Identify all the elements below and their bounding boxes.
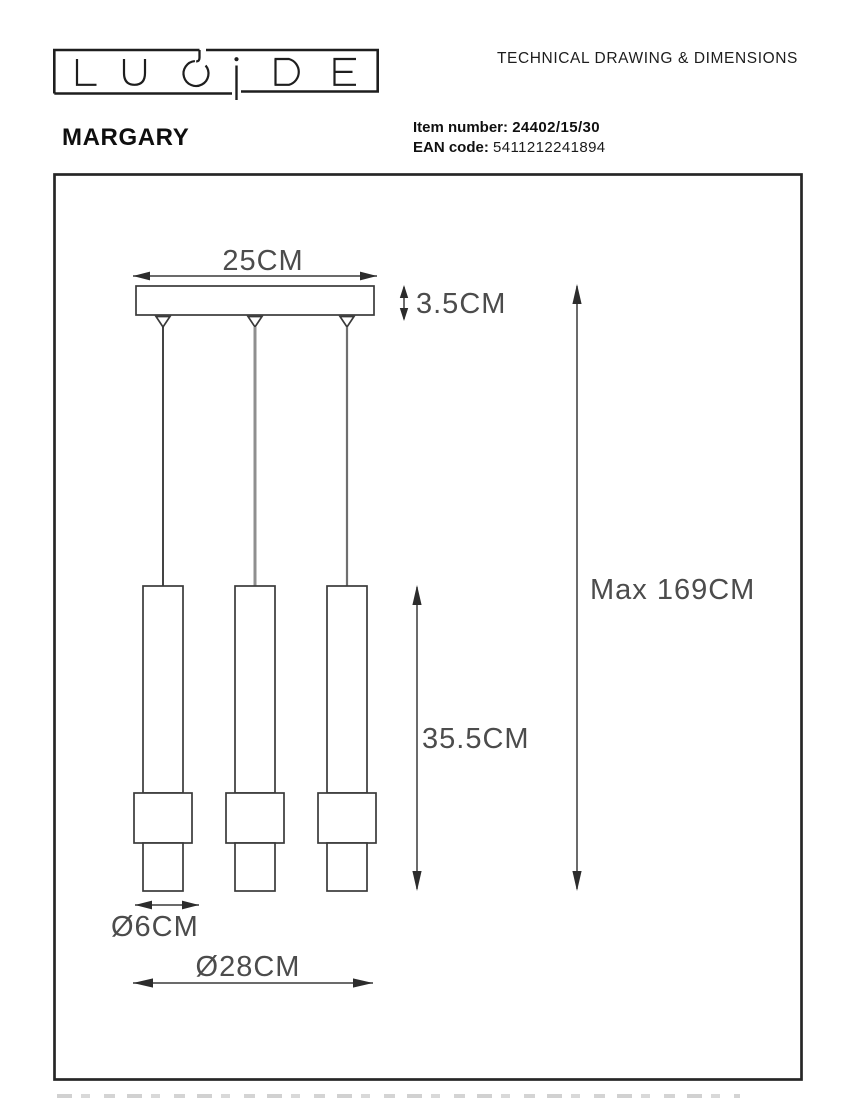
dim-canopy-height	[400, 285, 507, 321]
logo-letters	[77, 57, 356, 86]
product-name: MARGARY	[62, 124, 190, 151]
item-number-label: Item number:	[413, 119, 509, 136]
tube-2	[235, 586, 275, 793]
ean-value: 5411212241894	[493, 139, 606, 156]
dim-label-overall-diameter: Ø28CM	[195, 951, 301, 983]
item-number-row	[413, 118, 606, 138]
brand-logo	[53, 46, 379, 104]
document-title: TECHNICAL DRAWING & DIMENSIONS	[496, 50, 798, 67]
tube-bottom-1	[143, 843, 183, 891]
collar-1	[134, 793, 192, 843]
tube-bottom-2	[235, 843, 275, 891]
dim-label-canopy-width: 25CM	[222, 245, 304, 277]
canopy	[136, 286, 374, 315]
dim-label-max-drop: Max 169CM	[590, 574, 756, 606]
dim-label-lamp-length: 35.5CM	[422, 723, 530, 755]
item-number-value: 24402/15/30	[512, 119, 601, 136]
cropped-text-artifact	[57, 1094, 740, 1098]
logo-frame	[54, 50, 377, 100]
tube-3	[327, 586, 367, 793]
tube-bottom-3	[327, 843, 367, 891]
collar-3	[318, 793, 376, 843]
product-codes	[413, 118, 606, 158]
tube-1	[143, 586, 183, 793]
dim-label-canopy-height: 3.5CM	[416, 288, 507, 320]
technical-drawing	[53, 173, 803, 1081]
collar-2	[226, 793, 284, 843]
ean-row	[413, 138, 606, 158]
ean-label: EAN code:	[413, 139, 489, 156]
dim-label-lamp-diameter: Ø6CM	[111, 911, 199, 943]
